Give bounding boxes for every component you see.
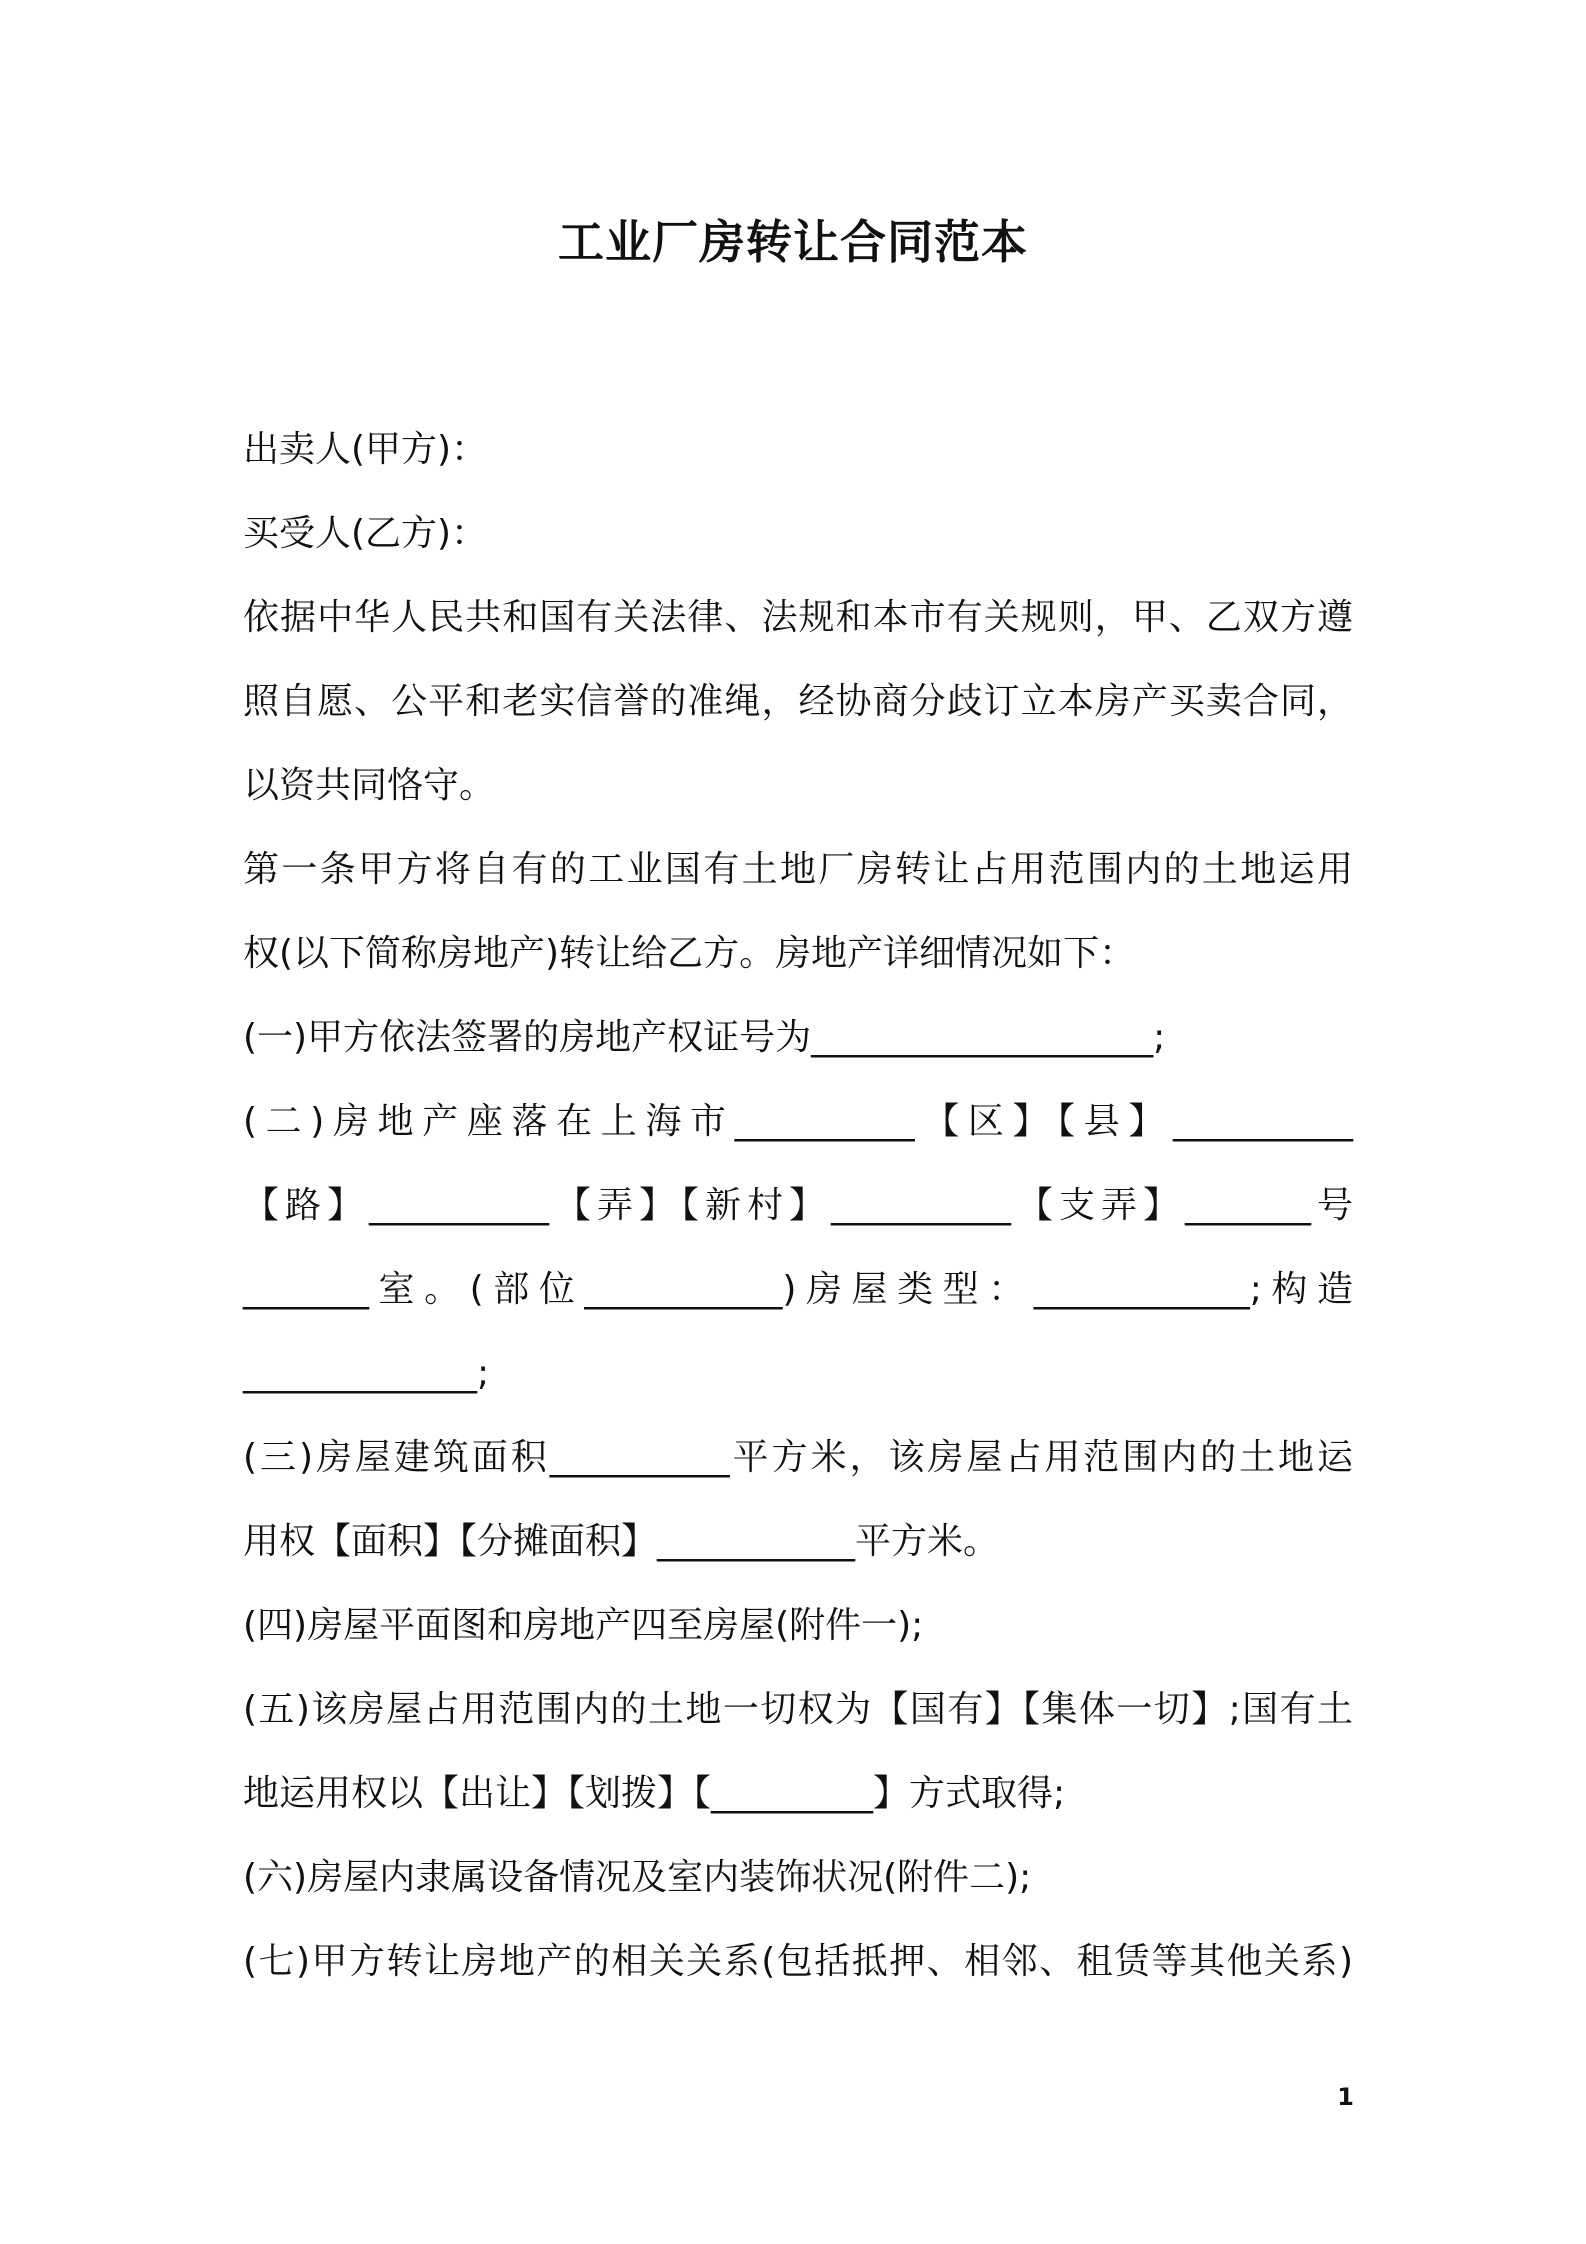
clause-4-line: (四)房屋平面图和房地产四至房屋(附件一); [243, 1605, 924, 1646]
clause-1-line: (一)甲方依法签署的房地产权证号为___________________; [243, 1017, 1166, 1058]
article-1-line-2: 权(以下简称房地产)转让给乙方。房地产详细情况如下： [243, 933, 1136, 974]
clause-5-line-2: 地运用权以【出让】【划拨】【_________】方式取得; [243, 1773, 1066, 1814]
clause-5-line-1: (五)该房屋占用范围内的土地一切权为【国有】【集体一切】;国有土 [243, 1689, 1353, 1730]
article-1-line-1: 第一条甲方将自有的工业国有土地厂房转让占用范围内的土地运用 [243, 849, 1353, 890]
document-title: 工业厂房转让合同范本 [558, 215, 1028, 269]
clause-2-line-4: _____________; [243, 1353, 490, 1394]
contract-body [243, 408, 1353, 2004]
preamble-line-2: 照自愿、公平和老实信誉的准绳，经协商分歧订立本房产买卖合同， [243, 681, 1353, 722]
seller-line: 出卖人(甲方)： [243, 429, 488, 470]
clause-2-line-3: _______室。(部位___________)房屋类型：____________;构造 [243, 1269, 1353, 1310]
clause-3-line-1: (三)房屋建筑面积__________平方米，该房屋占用范围内的土地运 [243, 1437, 1353, 1478]
clause-3-line-2: 用权【面积】【分摊面积】___________平方米。 [243, 1521, 1000, 1562]
preamble-line-1: 依据中华人民共和国有关法律、法规和本市有关规则，甲、乙双方遵 [243, 597, 1353, 638]
page-number: 1 [1337, 2083, 1354, 2111]
buyer-line: 买受人(乙方)： [243, 513, 488, 554]
clause-7-line: (七)甲方转让房地产的相关关系(包括抵押、相邻、租赁等其他关系) [243, 1941, 1353, 1982]
preamble-line-3: 以资共同恪守。 [243, 765, 496, 806]
clause-6-line: (六)房屋内隶属设备情况及室内装饰状况(附件二); [243, 1857, 1032, 1898]
clause-2-line-1: (二)房地产座落在上海市__________【区】【县】__________ [243, 1101, 1353, 1142]
clause-2-line-2: 【路】__________【弄】【新村】__________【支弄】_______号 [243, 1185, 1353, 1226]
